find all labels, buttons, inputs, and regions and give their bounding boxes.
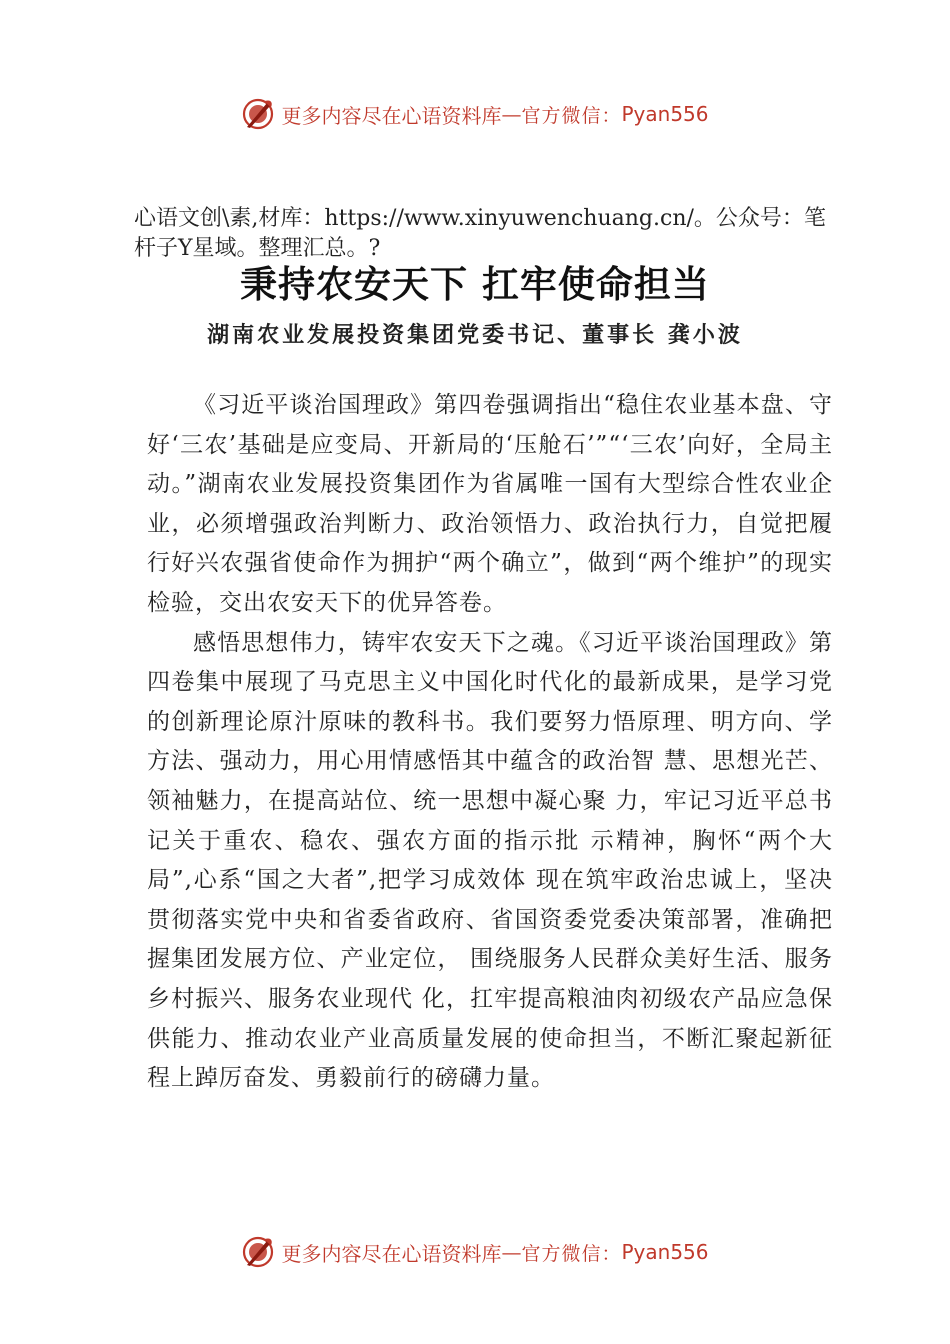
article-title: 秉持农安天下 扛牢使命担当 (240, 262, 710, 306)
footer-watermark-banner (0, 1232, 950, 1272)
article-body (147, 386, 833, 1099)
banner-separator: — (501, 102, 522, 126)
body-paragraph-1: 《习近平谈治国理政》第四卷强调指出“稳住农业基本盘、守好‘三农’基础是应变局、开新局的‘压舱石’”“‘三农’向好，全局主动。”湖南农业发展投资集团作为省属唯一国有大型综合性农业企业，必须增强政治判断力、政治领悟力、政治执行力，自觉把履行好兴农强省使命作为拥护“两个确立”，做到“两个维护”的现实检验，交出农安天下的优异答卷。 (147, 392, 833, 616)
banner-wechat-label: 官方微信： (521, 1242, 622, 1265)
banner-wechat-id: Pyan556 (621, 102, 709, 126)
banner-main-text: 更多内容尽在心语资料库 (281, 103, 502, 128)
quill-pen-seal-icon (241, 97, 275, 131)
banner-separator: — (501, 1240, 522, 1264)
body-paragraph-2: 感悟思想伟力，铸牢农安天下之魂。《习近平谈治国理政》第四卷集中展现了马克思主义中国化时代化的最新成果，是学习党的创新理论原汁原味的教科书。我们要努力悟原理、明方向、学方法、强动力，用心用情感悟其中蕴含的政治智 慧、思想光芒、领袖魅力，在提高站位、统一思想中凝心聚 力，牢记习近平总书记关于重农、稳农、强农方面的指示批 示精神，胸怀“两个大局”,心系“国之大者”,把学习成效体 现在筑牢政治忠诚上，坚决贯彻落实党中央和省委省政府、省国资委党委决策部署，准确把握集团发展方位、产业定位， 围绕服务人民群众美好生活、服务乡村振兴、服务农业现代 化，扛牢提高粮油肉初级农产品应急保供能力、推动农业产业高质量发展的使命担当，不断汇聚起新征程上踔厉奋发、勇毅前行的磅礴力量。 (147, 629, 833, 1092)
banner-main-text: 更多内容尽在心语资料库 (281, 1241, 502, 1266)
quill-pen-seal-icon (241, 1235, 275, 1269)
banner-wechat-id: Pyan556 (621, 1240, 709, 1264)
article-author: 湖南农业发展投资集团党委书记、董事长 龚小波 (207, 322, 743, 348)
source-note: 心语文创\素,材库：https://www.xinyuwenchuang.cn/。公众号：笔杆子Y星域。整理汇总。? (134, 206, 826, 261)
header-watermark-banner (0, 94, 950, 134)
banner-wechat-label: 官方微信： (521, 104, 622, 127)
